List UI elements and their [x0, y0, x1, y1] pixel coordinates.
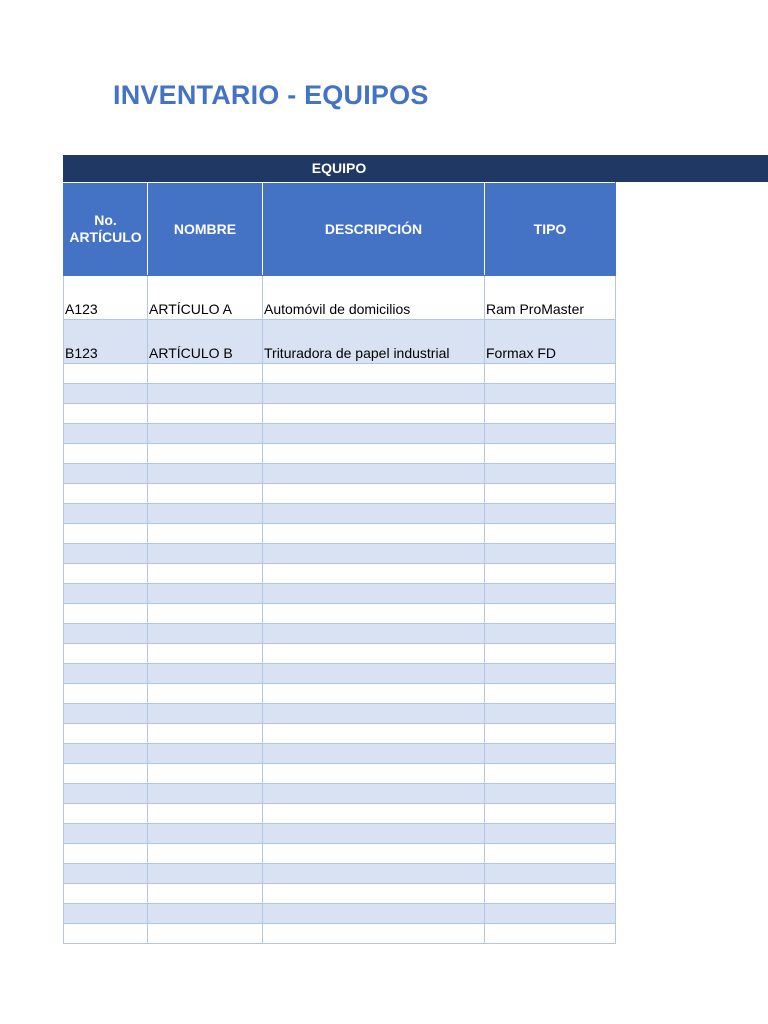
cell-name[interactable] [148, 424, 263, 444]
cell-type[interactable] [485, 624, 616, 644]
cell-item-number[interactable] [64, 624, 148, 644]
cell-type[interactable] [485, 404, 616, 424]
empty-table-row [64, 544, 616, 564]
cell-type[interactable] [485, 864, 616, 884]
empty-table-row [64, 644, 616, 664]
column-header-item-number[interactable] [64, 183, 148, 276]
empty-table-row [64, 364, 616, 384]
cell-description[interactable] [263, 644, 485, 664]
empty-table-row [64, 804, 616, 824]
cell-name[interactable] [148, 504, 263, 524]
cell-item-number[interactable] [64, 724, 148, 744]
cell-type[interactable] [485, 664, 616, 684]
cell-description[interactable] [263, 524, 485, 544]
cell-type[interactable]: Ram ProMaster [485, 276, 616, 320]
cell-item-number[interactable] [64, 664, 148, 684]
cell-type[interactable] [485, 384, 616, 404]
cell-item-number[interactable] [64, 824, 148, 844]
cell-name[interactable] [148, 664, 263, 684]
empty-table-row [64, 884, 616, 904]
cell-name[interactable] [148, 604, 263, 624]
cell-type[interactable] [485, 444, 616, 464]
empty-table-row [64, 744, 616, 764]
cell-name[interactable] [148, 364, 263, 384]
cell-type[interactable] [485, 844, 616, 864]
cell-type[interactable] [485, 544, 616, 564]
cell-description[interactable] [263, 664, 485, 684]
cell-type[interactable] [485, 824, 616, 844]
table-row [64, 320, 616, 364]
empty-table-row [64, 624, 616, 644]
cell-description[interactable] [263, 744, 485, 764]
cell-name[interactable] [148, 904, 263, 924]
cell-item-number[interactable] [64, 564, 148, 584]
cell-description[interactable] [263, 604, 485, 624]
cell-description[interactable] [263, 584, 485, 604]
empty-table-row [64, 864, 616, 884]
cell-name[interactable] [148, 724, 263, 744]
cell-item-number[interactable]: B123 [64, 320, 148, 364]
empty-table-row [64, 524, 616, 544]
section-band-label: EQUIPO [311, 160, 367, 176]
cell-name[interactable] [148, 704, 263, 724]
cell-type[interactable] [485, 524, 616, 544]
column-header-label: DESCRIPCIÓN [324, 220, 423, 237]
cell-item-number[interactable] [64, 604, 148, 624]
cell-type[interactable] [485, 904, 616, 924]
cell-description[interactable] [263, 904, 485, 924]
cell-type[interactable] [485, 924, 616, 944]
cell-type[interactable] [485, 804, 616, 824]
empty-table-row [64, 904, 616, 924]
cell-description[interactable] [263, 544, 485, 564]
header-row [64, 183, 616, 276]
cell-description[interactable] [263, 464, 485, 484]
column-header-name[interactable] [148, 183, 263, 276]
cell-description[interactable] [263, 704, 485, 724]
cell-name[interactable]: ARTÍCULO A [148, 276, 263, 320]
cell-description[interactable] [263, 784, 485, 804]
cell-name[interactable] [148, 564, 263, 584]
cell-name[interactable] [148, 444, 263, 464]
empty-table-row [64, 764, 616, 784]
empty-table-row [64, 664, 616, 684]
cell-description[interactable] [263, 424, 485, 444]
cell-type[interactable] [485, 424, 616, 444]
cell-type[interactable] [485, 644, 616, 664]
column-header-description[interactable] [263, 183, 485, 276]
cell-name[interactable]: ARTÍCULO B [148, 320, 263, 364]
cell-description[interactable] [263, 504, 485, 524]
cell-type[interactable] [485, 584, 616, 604]
cell-item-number[interactable] [64, 784, 148, 804]
column-header-label: NOMBRE [173, 220, 237, 237]
empty-table-row [64, 704, 616, 724]
cell-item-number[interactable] [64, 584, 148, 604]
cell-name[interactable] [148, 924, 263, 944]
empty-table-row [64, 844, 616, 864]
cell-type[interactable] [485, 564, 616, 584]
cell-name[interactable] [148, 464, 263, 484]
cell-type[interactable] [485, 764, 616, 784]
cell-name[interactable] [148, 784, 263, 804]
cell-name[interactable] [148, 864, 263, 884]
cell-item-number[interactable] [64, 844, 148, 864]
cell-type[interactable]: Formax FD [485, 320, 616, 364]
cell-name[interactable] [148, 644, 263, 664]
empty-table-row [64, 564, 616, 584]
cell-description[interactable] [263, 404, 485, 424]
empty-table-row [64, 424, 616, 444]
empty-table-row [64, 464, 616, 484]
cell-item-number[interactable] [64, 864, 148, 884]
cell-name[interactable] [148, 804, 263, 824]
empty-table-row [64, 924, 616, 944]
table-row [64, 276, 616, 320]
section-band [63, 155, 768, 182]
cell-item-number[interactable] [64, 544, 148, 564]
cell-description[interactable] [263, 484, 485, 504]
cell-item-number[interactable] [64, 804, 148, 824]
cell-item-number[interactable] [64, 444, 148, 464]
empty-table-row [64, 604, 616, 624]
cell-type[interactable] [485, 364, 616, 384]
cell-description[interactable] [263, 384, 485, 404]
cell-type[interactable] [485, 684, 616, 704]
empty-table-row [64, 384, 616, 404]
empty-table-row [64, 724, 616, 744]
cell-description[interactable] [263, 844, 485, 864]
cell-name[interactable] [148, 384, 263, 404]
empty-table-row [64, 684, 616, 704]
cell-name[interactable] [148, 624, 263, 644]
cell-type[interactable] [485, 604, 616, 624]
cell-item-number[interactable] [64, 404, 148, 424]
cell-item-number[interactable] [64, 644, 148, 664]
cell-name[interactable] [148, 584, 263, 604]
cell-description[interactable] [263, 864, 485, 884]
cell-item-number[interactable] [64, 764, 148, 784]
empty-table-row [64, 404, 616, 424]
column-header-label: TIPO [533, 220, 567, 237]
cell-name[interactable] [148, 744, 263, 764]
column-header-type[interactable] [485, 183, 616, 276]
cell-description[interactable] [263, 724, 485, 744]
cell-item-number[interactable] [64, 684, 148, 704]
inventory-table [63, 182, 616, 944]
cell-name[interactable] [148, 884, 263, 904]
cell-description[interactable] [263, 364, 485, 384]
empty-table-row [64, 444, 616, 464]
empty-table-row [64, 824, 616, 844]
cell-description[interactable] [263, 884, 485, 904]
cell-name[interactable] [148, 404, 263, 424]
cell-description[interactable] [263, 764, 485, 784]
cell-name[interactable] [148, 484, 263, 504]
cell-name[interactable] [148, 844, 263, 864]
cell-type[interactable] [485, 504, 616, 524]
empty-table-row [64, 504, 616, 524]
cell-item-number[interactable] [64, 884, 148, 904]
cell-name[interactable] [148, 684, 263, 704]
cell-type[interactable] [485, 464, 616, 484]
cell-description[interactable]: Trituradora de papel industrial [263, 320, 485, 364]
cell-name[interactable] [148, 524, 263, 544]
cell-item-number[interactable] [64, 704, 148, 724]
column-header-label: No. ARTÍCULO [69, 212, 142, 245]
cell-item-number[interactable] [64, 904, 148, 924]
empty-table-row [64, 784, 616, 804]
cell-description[interactable] [263, 444, 485, 464]
cell-item-number[interactable] [64, 464, 148, 484]
cell-type[interactable] [485, 724, 616, 744]
cell-description[interactable] [263, 624, 485, 644]
cell-item-number[interactable] [64, 364, 148, 384]
empty-table-row [64, 484, 616, 504]
cell-type[interactable] [485, 704, 616, 724]
cell-type[interactable] [485, 884, 616, 904]
cell-description[interactable] [263, 804, 485, 824]
cell-item-number[interactable] [64, 384, 148, 404]
cell-description[interactable] [263, 564, 485, 584]
cell-name[interactable] [148, 764, 263, 784]
cell-item-number[interactable] [64, 484, 148, 504]
cell-description[interactable]: Automóvil de domicilios [263, 276, 485, 320]
cell-description[interactable] [263, 924, 485, 944]
cell-type[interactable] [485, 744, 616, 764]
cell-description[interactable] [263, 684, 485, 704]
cell-type[interactable] [485, 484, 616, 504]
cell-type[interactable] [485, 784, 616, 804]
cell-item-number[interactable]: A123 [64, 276, 148, 320]
page-title: INVENTARIO - EQUIPOS [113, 80, 429, 110]
cell-name[interactable] [148, 824, 263, 844]
cell-item-number[interactable] [64, 424, 148, 444]
cell-item-number[interactable] [64, 524, 148, 544]
cell-description[interactable] [263, 824, 485, 844]
cell-item-number[interactable] [64, 744, 148, 764]
empty-table-row [64, 584, 616, 604]
table-body [64, 276, 616, 944]
cell-item-number[interactable] [64, 924, 148, 944]
cell-name[interactable] [148, 544, 263, 564]
cell-item-number[interactable] [64, 504, 148, 524]
